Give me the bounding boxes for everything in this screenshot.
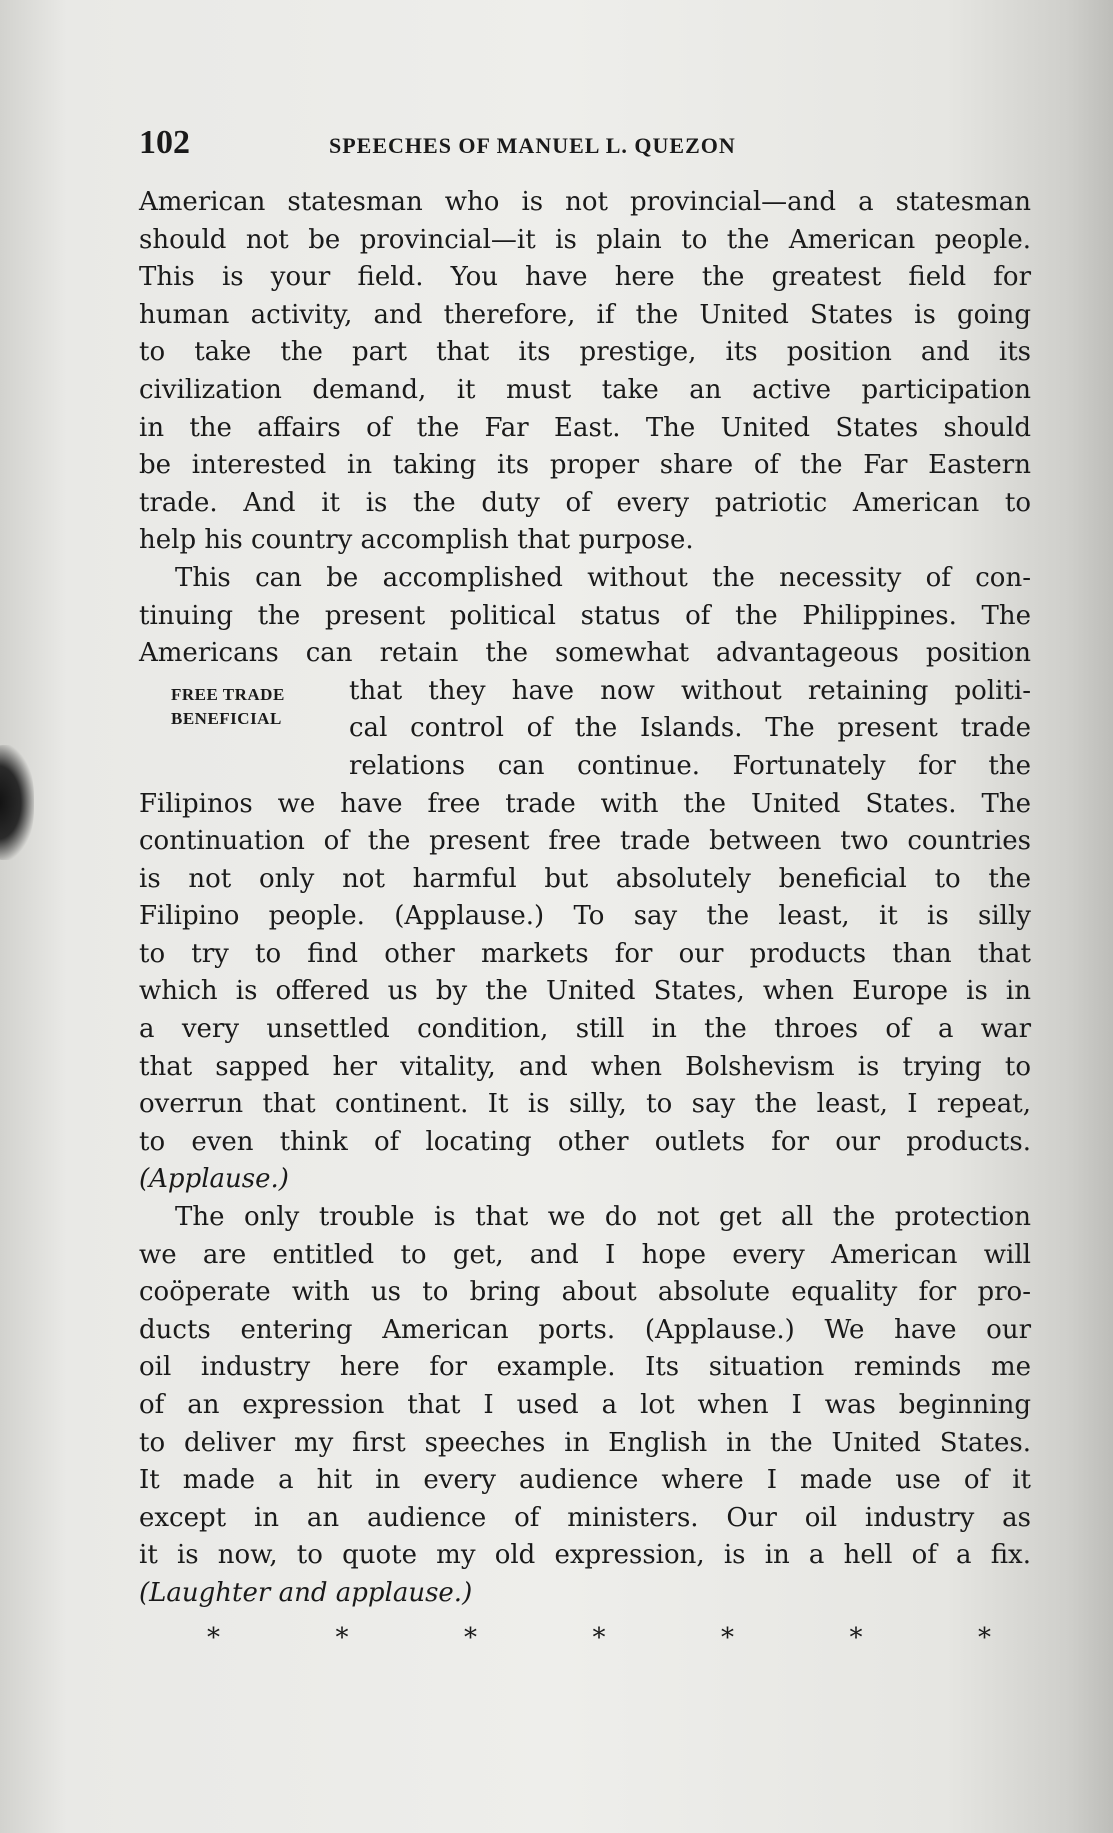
side-note-line: BENEFICIAL xyxy=(171,708,282,728)
ornament-asterisk: * xyxy=(721,1622,734,1653)
text-line: coöperate with us to bring about absolute equality for pro- xyxy=(139,1277,1031,1308)
section-ornament xyxy=(139,1613,1031,1653)
running-head xyxy=(139,124,1031,180)
ornament-asterisk: * xyxy=(335,1622,349,1653)
text-line: The only trouble is that we do not get all the protection xyxy=(175,1202,1031,1233)
side-note xyxy=(139,673,349,786)
text-line: oil industry here for example. Its situation reminds me xyxy=(139,1352,1031,1383)
text-line: It made a hit in every audience where I made use of it xyxy=(139,1465,1031,1496)
text-line: in the affairs of the Far East. The United States should xyxy=(139,412,1031,443)
text-line: civilization demand, it must take an active participation xyxy=(139,374,1031,405)
text-line: overrun that continent. It is silly, to say the least, I repeat, xyxy=(139,1089,1031,1120)
text-line: Americans can retain the somewhat advantageous position xyxy=(139,638,1031,669)
text-line: a very unsettled condition, still in the throes of a war xyxy=(139,1014,1031,1045)
text-line: to try to find other markets for our products than that xyxy=(139,938,1031,969)
paragraph-2 xyxy=(139,560,1031,1199)
text-line: American statesman who is not provincial—and a statesman xyxy=(139,187,1031,217)
paragraph-3 xyxy=(139,1199,1031,1613)
ornament-asterisk: * xyxy=(978,1622,991,1653)
text-line: Filipino people. (Applause.) To say the least, it is silly xyxy=(139,901,1031,932)
text-line: help his country accomplish that purpose. xyxy=(139,525,694,556)
text-line: Filipinos we have free trade with the United States. The xyxy=(139,788,1031,819)
side-note-text xyxy=(349,673,1031,786)
text-line: should not be provincial—it is plain to the American people. xyxy=(139,224,1031,255)
text-line: to take the part that its prestige, its position and its xyxy=(139,337,1031,368)
text-line: be interested in taking its proper share of the Far Eastern xyxy=(139,450,1031,481)
page-number: 102 xyxy=(139,124,190,161)
ornament-asterisk: * xyxy=(464,1622,477,1653)
text-line: trade. And it is the duty of every patriotic American to xyxy=(139,487,1031,518)
text-line: (Applause.) xyxy=(139,1164,289,1195)
text-line: This is your field. You have here the greatest field for xyxy=(139,262,1031,293)
text-line: (Laughter and applause.) xyxy=(139,1577,473,1608)
text-line: ducts entering American ports. (Applause.) We have our xyxy=(139,1314,1031,1345)
text-line: to deliver my first speeches in English in the United States. xyxy=(139,1427,1031,1458)
text-line: cal control of the Islands. The present trade xyxy=(349,713,1031,744)
text-line: This can be accomplished without the necessity of con- xyxy=(175,562,1031,593)
text-line: it is now, to quote my old expression, is in a hell of a fix. xyxy=(139,1540,1031,1571)
paragraph-1 xyxy=(139,184,1031,560)
text-line: to even think of locating other outlets for our products. xyxy=(139,1126,1031,1157)
text-line: which is offered us by the United States, when Europe is in xyxy=(139,976,1031,1007)
ornament-asterisk: * xyxy=(592,1622,606,1653)
thumb-shadow xyxy=(0,745,34,860)
text-line: human activity, and therefore, if the United States is going xyxy=(139,299,1031,330)
side-note-line: FREE TRADE xyxy=(171,684,285,704)
text-line: of an expression that I used a lot when I was beginning xyxy=(139,1390,1031,1420)
ornament-asterisk: * xyxy=(207,1622,220,1653)
text-line: we are entitled to get, and I hope every American will xyxy=(139,1239,1031,1270)
text-line: tinuing the present political status of the Philippines. The xyxy=(139,600,1031,631)
text-line: is not only not harmful but absolutely beneficial to the xyxy=(139,863,1031,894)
side-note-wrap xyxy=(139,673,1031,786)
running-title: SPEECHES OF MANUEL L. QUEZON xyxy=(329,133,736,158)
text-line: that sapped her vitality, and when Bolshevism is trying to xyxy=(139,1051,1031,1082)
text-line: that they have now without retaining politi- xyxy=(349,675,1031,706)
text-line: except in an audience of ministers. Our oil industry as xyxy=(139,1502,1031,1533)
text-block xyxy=(139,124,1031,1653)
ornament-asterisk: * xyxy=(849,1622,863,1653)
text-line: relations can continue. Fortunately for the xyxy=(349,750,1031,781)
text-line: continuation of the present free trade between two countries xyxy=(139,826,1031,857)
